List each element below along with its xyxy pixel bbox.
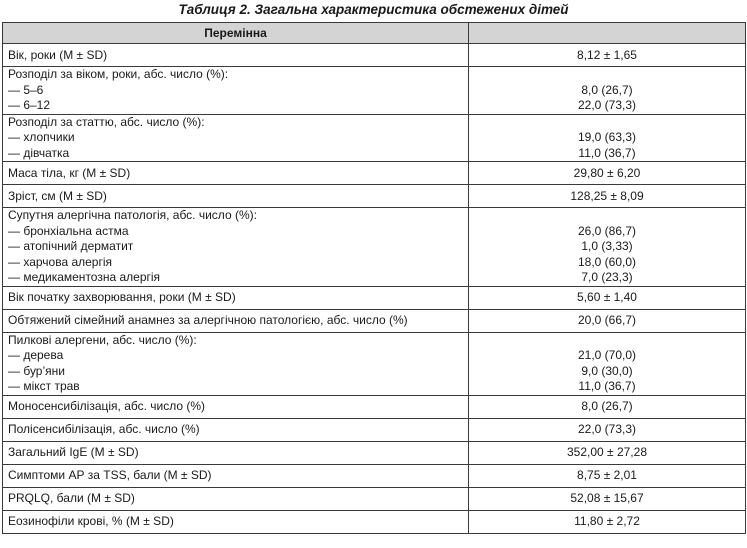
table-row [3,185,746,208]
row-value: 20,0 (66,7) [469,309,746,332]
table-row [3,395,746,418]
table-row [3,286,746,309]
group-item-value: 8,0 (26,7) [581,82,633,97]
row-label: Моносенсибілізація, абс. число (%) [3,395,469,418]
group-item-label: — бур’яни [8,363,65,378]
characteristics-table [2,22,746,534]
group-item-label: — 5–6 [8,82,44,97]
group-item-value: 19,0 (63,3) [577,130,637,144]
table-row [3,67,746,115]
group-heading: Супутня алергічна патологія, абс. число (%): [8,208,257,222]
group-heading: Розподіл за віком, роки, абс. число (%): [8,67,229,81]
table-caption: Таблиця 2. Загальна характеристика обстежених дітей [178,2,569,17]
group-item-label: — атопічний дерматит [8,239,134,253]
row-label: Вік початку захворювання, роки (M ± SD) [3,286,469,309]
group-item-value: 11,0 (36,7) [578,145,636,160]
row-label: Вік, роки (M ± SD) [3,44,469,67]
table-row [3,441,746,464]
row-value: 52,08 ± 15,67 [469,487,746,510]
group-item-label: — мікст трав [8,379,80,393]
group-item-value: 21,0 (70,0) [577,348,637,362]
table-row [3,44,746,67]
row-label-group [3,208,469,287]
row-value: 8,75 ± 2,01 [469,464,746,487]
group-item-value: 7,0 (23,3) [581,270,633,284]
row-value: 352,00 ± 27,28 [469,441,746,464]
group-item-label: — дівчатка [8,145,70,160]
row-label-group [3,67,469,115]
row-label-group [3,332,469,395]
table-row [3,208,746,287]
row-label: Обтяжений сімейний анамнез за алергічною патологією, абс. число (%) [3,309,469,332]
table-row [3,487,746,510]
group-heading: Розподіл за статтю, абс. число (%): [8,114,205,129]
row-label: Зріст, см (M ± SD) [3,185,469,208]
row-label: Еозинофіли крові, % (M ± SD) [3,510,469,533]
group-item-label: — харчова алергія [8,254,113,269]
header-variable: Перемінна [3,23,469,44]
group-item-value: 11,0 (36,7) [578,379,636,393]
row-value: 8,12 ± 1,65 [469,44,746,67]
group-item-label: — медикаментозна алергія [8,270,161,284]
table-row [3,332,746,395]
row-value: 128,25 ± 8,09 [469,185,746,208]
table-row [3,162,746,185]
row-label-group [3,114,469,162]
table-row [3,464,746,487]
table-row [3,418,746,441]
group-heading: Пилкові алергени, абс. число (%): [8,332,197,347]
row-label: Маса тіла, кг (M ± SD) [3,162,469,185]
row-label: Симптоми АР за TSS, бали (M ± SD) [3,464,469,487]
group-item-label: — дерева [8,348,64,362]
row-value: 22,0 (73,3) [469,418,746,441]
group-item-value: 26,0 (86,7) [577,223,637,238]
row-value-group [469,208,746,287]
row-value: 8,0 (26,7) [469,395,746,418]
row-value: 29,80 ± 6,20 [469,162,746,185]
row-value-group [469,67,746,115]
row-label: Загальний IgE (M ± SD) [3,441,469,464]
group-item-label: — бронхіальна астма [8,223,129,238]
table-body [3,44,746,534]
group-item-value: 9,0 (30,0) [581,363,633,378]
row-label: PRQLQ, бали (M ± SD) [3,487,469,510]
group-item-label: — хлопчики [8,130,75,144]
group-item-value: 1,0 (3,33) [581,239,633,253]
group-item-value: 18,0 (60,0) [577,254,637,269]
table-row [3,309,746,332]
group-item-label: — 6–12 [8,98,51,112]
table-header-row [3,23,746,44]
row-value: 5,60 ± 1,40 [469,286,746,309]
row-label: Полісенсибілізація, абс. число (%) [3,418,469,441]
table-row [3,510,746,533]
row-value-group [469,332,746,395]
row-value-group [469,114,746,162]
header-value [469,23,746,44]
table-row [3,114,746,162]
row-value: 11,80 ± 2,72 [469,510,746,533]
group-item-value: 22,0 (73,3) [577,98,637,112]
